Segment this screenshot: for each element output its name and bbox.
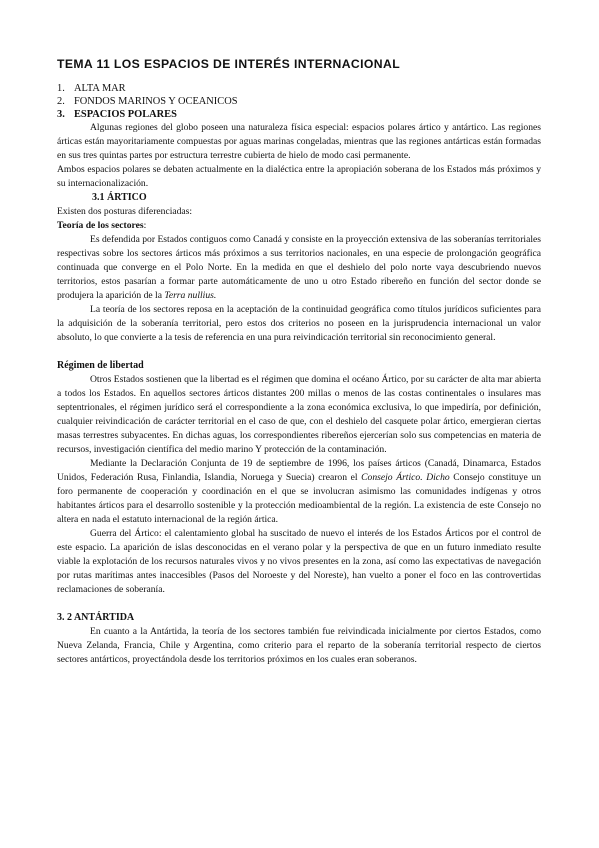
outline-list (57, 82, 541, 121)
outline-label: ESPACIOS POLARES (74, 109, 177, 120)
outline-label: ALTA MAR (74, 83, 126, 94)
teoria-paragraph-2: La teoría de los sectores reposa en la aceptación de la continuidad geográfica como títulos jurídicos suficientes para la adquisición de la soberanía territorial, pero estos dos criterios no poseen en la jurisprudencia internacional un valor absoluto, lo que convierte a la tesis de referencia en una pura reivindicación territorial sin reconocimiento general. (57, 304, 541, 343)
consejo-artico-term: Consejo Ártico. Dicho (361, 472, 450, 483)
outline-number: 3. (57, 109, 65, 120)
section-heading-antartida: 3. 2 ANTÁRTIDA (57, 612, 135, 623)
outline-number: 2. (57, 96, 65, 107)
regimen-paragraph-2 (57, 457, 541, 527)
postures-intro: Existen dos posturas diferenciadas: (57, 206, 193, 217)
terra-nullius-term: Terra nullius. (164, 290, 217, 301)
section-heading-artico: 3.1 ÁRTICO (92, 192, 147, 203)
subheading-regimen: Régimen de libertad (57, 360, 144, 371)
intro-paragraph-2: Ambos espacios polares se debaten actualmente en la dialéctica entre la apropiación soberana de los Estados más próximos y su internacionalización. (57, 164, 541, 189)
regimen-paragraph-3: Guerra del Ártico: el calentamiento global ha suscitado de nuevo el interés de los Estados Árticos por el control de este espacio. La aparición de islas desconocidas en el verano polar y la perspectiva de que en un futuro inmediato resulte viable la explotación de los recursos naturales vivos y no vivos presentes en la zona, así como las expectativas de navegación por rutas marítimas antes inaccesibles (Pasos del Noroeste y del Noreste), han vuelto a poner el foco en las controvertidas reclamaciones de soberanía. (57, 528, 541, 595)
teoria-label: Teoría de los sectores (57, 220, 144, 231)
teoria-colon: : (143, 220, 147, 231)
regimen-text-b: Consejo constituye un foro permanente de cooperación y coordinación en el que se involucran asimismo las comunidades indígenas y otros habitantes árticos para el desarrollo sostenible y la protección medioambiental de la región. La existencia de este Consejo no altera en nada el estatuto internacional de la región ártica. (57, 472, 541, 525)
outline-label: FONDOS MARINOS Y OCEANICOS (74, 96, 238, 107)
spacer (57, 345, 541, 359)
teoria-paragraph (57, 233, 541, 303)
subheading-teoria (57, 219, 541, 233)
regimen-paragraph: Otros Estados sostienen que la libertad es el régimen que domina el océano Ártico, por su carácter de alta mar abierta a todos los Estados. En aquellos sectores árticos distantes 200 millas o menos de las costas continentales o insulares mas septentrionales, el régimen jurídico será el correspondiente a la zona económica exclusiva, lo que impediría, por definición, cualquier reivindicación de carácter territorial en el caso de que, con el deshielo del casquete polar ártico, emergieran ciertas masas terrestres subyacentes. En dichas aguas, los correspondientes ribereños ejercerían solo sus competencias en materia de recursos, investigación científica del medio marino Y protección de la contaminación. (57, 374, 541, 455)
outline-item (57, 108, 541, 121)
document-title: TEMA 11 LOS ESPACIOS DE INTERÉS INTERNACIONAL (57, 57, 401, 71)
spacer (57, 597, 541, 611)
regimen-text-a: Mediante la Declaración Conjunta de 19 de septiembre de 1996, los países árticos (Canadá, Dinamarca, Estados Unidos, Federación Rusa, Finlandia, Islandia, Noruega y Suecia) crearon el (57, 458, 541, 483)
teoria-text: Es defendida por Estados contiguos como Canadá y consiste en la proyección extensiva de las soberanías territoriales respectivas sobre los sectores árticos más próximos a sus territorios nacionales, en una especie de prolongación geográfica continuada que converge en el Polo Norte. En la medida en que el deshielo del polo norte vaya descubriendo nuevos territorios, estos pasarían a formar parte automáticamente de uno u otro Estado ribereño en función del sector donde se produjera la aparición de la (57, 234, 541, 301)
outline-number: 1. (57, 83, 65, 94)
outline-item (57, 95, 541, 108)
antartida-paragraph: En cuanto a la Antártida, la teoría de los sectores también fue reivindicada inicialmente por ciertos Estados, como Nueva Zelanda, Francia, Chile y Argentina, como criterio para el reparto de la soberanía territorial respecto de ciertos sectores antárticos, proyectándola desde los territorios próximos en los cuales eran soberanos. (57, 626, 541, 665)
intro-paragraph: Algunas regiones del globo poseen una naturaleza física especial: espacios polares ártico y antártico. Las regiones árticas están mayoritariamente compuestas por aguas marinas congeladas, mientras que las regiones antárticas están formadas en sus tres quintas partes por estructura terrestre cubierta de hielo de modo casi permanente. (57, 122, 541, 161)
outline-item (57, 82, 541, 95)
